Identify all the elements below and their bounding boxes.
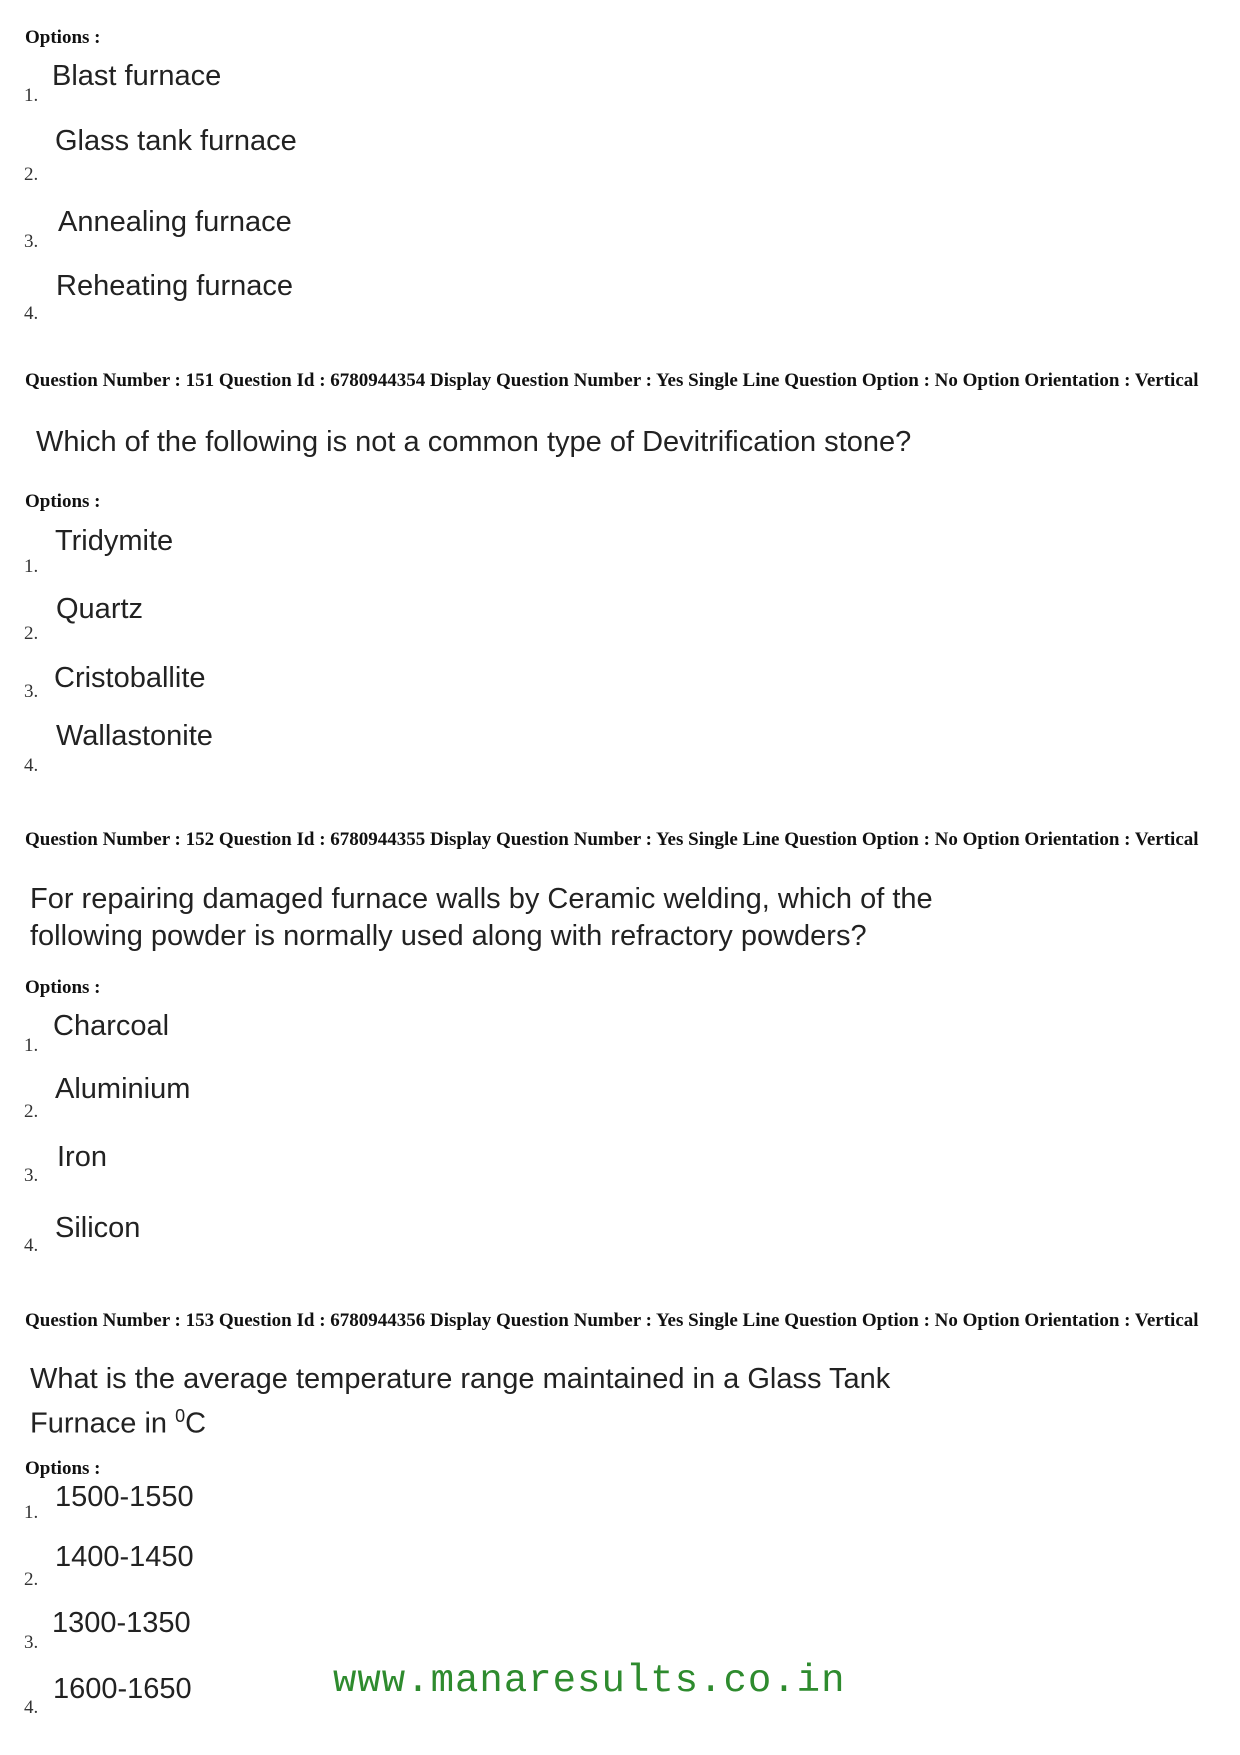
- question-text: For repairing damaged furnace walls by Ceramic welding, which of the: [30, 883, 933, 915]
- watermark-link[interactable]: www.manaresults.co.in: [333, 1659, 846, 1703]
- display-question-number: Display Question Number : Yes: [430, 829, 684, 850]
- single-line-option: Single Line Question Option : No: [688, 370, 958, 391]
- option-number: 2.: [24, 1569, 39, 1590]
- question-meta: [25, 1311, 1205, 1331]
- question-id: Question Id : 6780944356: [218, 1310, 426, 1331]
- options-heading: Options :: [25, 977, 101, 998]
- option-number: 1.: [24, 85, 39, 106]
- question-id: Question Id : 6780944354: [218, 370, 426, 391]
- option-number: 1.: [24, 556, 39, 577]
- option-text: Iron: [57, 1141, 107, 1173]
- option-number: 1.: [24, 1502, 39, 1523]
- option-number: 2.: [24, 164, 39, 185]
- question-text-line-2: [30, 1398, 206, 1443]
- question-text: following powder is normally used along with refractory powders?: [30, 920, 867, 952]
- option-text: Wallastonite: [56, 720, 213, 752]
- question-number: Question Number : 151: [25, 370, 215, 391]
- option-number: 4.: [24, 1697, 39, 1718]
- options-heading: Options :: [25, 27, 101, 48]
- option-text: Cristoballite: [54, 662, 206, 694]
- option-orientation: Option Orientation : Vertical: [962, 370, 1199, 391]
- question-text: Furnace in: [30, 1407, 168, 1440]
- option-number: 2.: [24, 623, 39, 644]
- option-text: Annealing furnace: [58, 206, 292, 238]
- display-question-number: Display Question Number : Yes: [430, 370, 684, 391]
- option-text: 1500-1550: [55, 1481, 194, 1513]
- option-number: 1.: [24, 1035, 39, 1056]
- option-text: 1400-1450: [55, 1541, 194, 1573]
- option-number: 4.: [24, 755, 39, 776]
- option-text: Blast furnace: [52, 60, 222, 92]
- options-heading: Options :: [25, 491, 101, 512]
- single-line-option: Single Line Question Option : No: [688, 1310, 958, 1331]
- option-text: Glass tank furnace: [55, 125, 297, 157]
- option-text: Charcoal: [53, 1010, 170, 1042]
- option-number: 3.: [24, 231, 39, 252]
- question-id: Question Id : 6780944355: [218, 829, 426, 850]
- option-orientation: Option Orientation : Vertical: [962, 829, 1199, 850]
- question-text: What is the average temperature range maintained in a Glass Tank: [30, 1363, 891, 1395]
- display-question-number: Display Question Number : Yes: [430, 1310, 684, 1331]
- question-number: Question Number : 153: [25, 1310, 215, 1331]
- option-orientation: Option Orientation : Vertical: [962, 1310, 1199, 1331]
- question-text: Which of the following is not a common type of Devitrification stone?: [36, 426, 912, 458]
- option-text: Aluminium: [55, 1073, 191, 1105]
- options-heading: Options :: [25, 1458, 101, 1479]
- question-number: Question Number : 152: [25, 829, 215, 850]
- option-text: Tridymite: [55, 525, 174, 557]
- single-line-option: Single Line Question Option : No: [688, 829, 958, 850]
- question-meta: [25, 371, 1205, 391]
- unit-text: C: [185, 1407, 207, 1440]
- option-text: 1300-1350: [52, 1607, 191, 1639]
- question-meta: [25, 830, 1205, 850]
- option-number: 4.: [24, 303, 39, 324]
- option-text: Quartz: [56, 593, 144, 625]
- option-text: 1600-1650: [53, 1673, 192, 1705]
- option-text: Silicon: [55, 1212, 141, 1244]
- option-number: 3.: [24, 1632, 39, 1653]
- degree-superscript: 0: [175, 1406, 186, 1426]
- option-number: 4.: [24, 1235, 39, 1256]
- option-text: Reheating furnace: [56, 270, 293, 302]
- option-number: 3.: [24, 681, 39, 702]
- option-number: 3.: [24, 1165, 39, 1186]
- option-number: 2.: [24, 1101, 39, 1122]
